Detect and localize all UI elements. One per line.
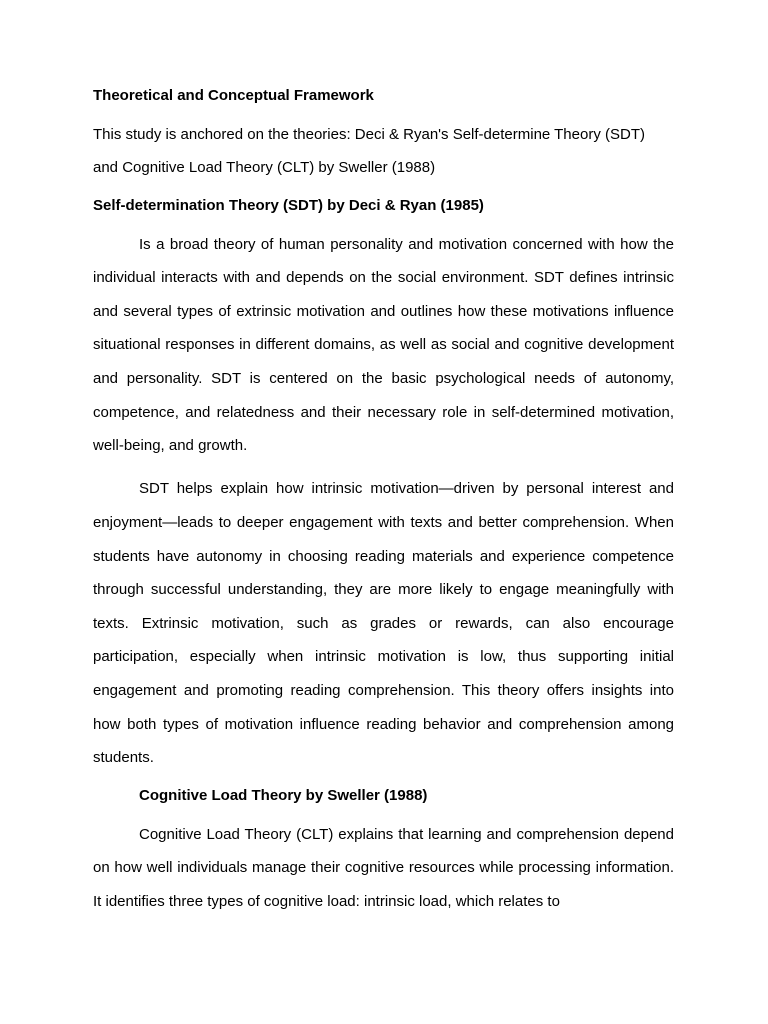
clt-heading: Cognitive Load Theory by Sweller (1988) <box>139 787 428 805</box>
section-title: Theoretical and Conceptual Framework <box>93 87 374 104</box>
document-page <box>93 84 674 928</box>
sdt-paragraph-2: SDT helps explain how intrinsic motivation—driven by personal interest and enjoyment—leads to deeper engagement with texts and better comprehension. When students have autonomy in choosing reading materials and experience competence through successful understanding, they are more likely to engage meaningfully with texts. Extrinsic motivation, such as grades or rewards, can also encourage participation, especially when intrinsic motivation is low, thus supporting initial engagement and promoting reading comprehension. This theory offers insights into how both types of motivation influence reading behavior and comprehension among students. <box>93 480 674 767</box>
clt-paragraph-1: Cognitive Load Theory (CLT) explains that learning and comprehension depend on how well individuals manage their cognitive resources while processing information. It identifies three types of cognitive load: intrinsic load, which relates to <box>93 825 674 910</box>
intro-paragraph: This study is anchored on the theories: Deci & Ryan's Self-determine Theory (SDT) and Cognitive Load Theory (CLT) by Sweller (1988) <box>93 125 645 177</box>
sdt-paragraph-1: Is a broad theory of human personality and motivation concerned with how the individual interacts with and depends on the social environment. SDT defines intrinsic and several types of extrinsic motivation and outlines how these motivations influence situational responses in different domains, as well as social and cognitive development and personality. SDT is centered on the basic psychological needs of autonomy, competence, and relatedness and their necessary role in self-determined motivation, well-being, and growth. <box>93 235 674 455</box>
sdt-heading: Self-determination Theory (SDT) by Deci & Ryan (1985) <box>93 197 484 215</box>
